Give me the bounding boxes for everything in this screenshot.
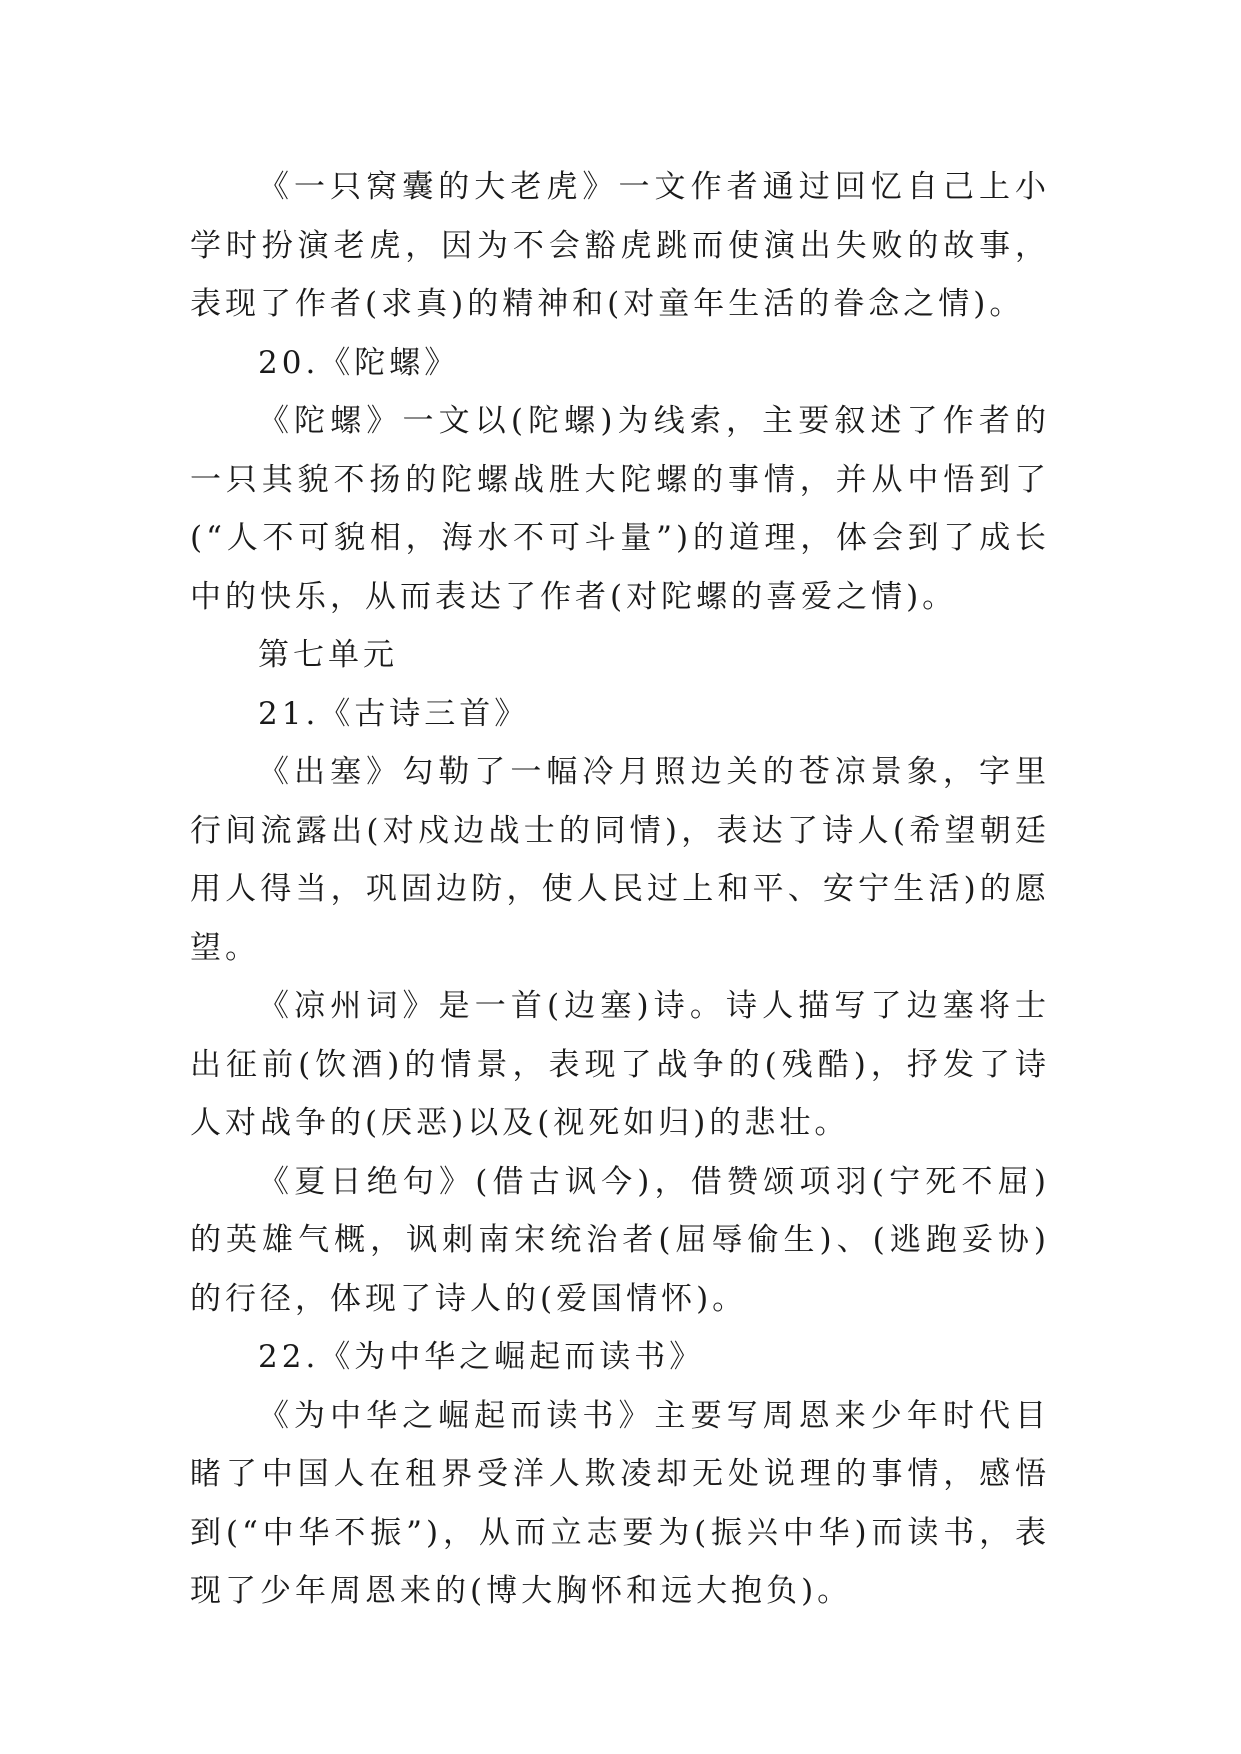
heading-lesson-20: 20.《陀螺》 bbox=[258, 344, 460, 381]
heading-unit-7: 第七单元 bbox=[258, 637, 398, 673]
paragraph-tiger-story: 《一只窝囊的大老虎》一文作者通过回忆自己上小学时扮演老虎，因为不会豁虎跳而使演出失败的故事，表现了作者(求真)的精神和(对童年生活的眷念之情)。 bbox=[190, 169, 1050, 322]
paragraph-chu-sai: 《出塞》勾勒了一幅冷月照边关的苍凉景象，字里行间流露出(对戍边战士的同情)，表达了诗人(希望朝廷用人得当，巩固边防，使人民过上和平、安宁生活)的愿望。 bbox=[190, 754, 1050, 966]
heading-lesson-22: 22.《为中华之崛起而读书》 bbox=[258, 1339, 705, 1375]
paragraph-xiari-jueju: 《夏日绝句》(借古讽今)，借赞颂项羽(宁死不屈)的英雄气概，讽刺南宋统治者(屈辱偷生)、(逃跑妥协)的行径，体现了诗人的(爱国情怀)。 bbox=[190, 1163, 1050, 1317]
paragraph-zhou-enlai: 《为中华之崛起而读书》主要写周恩来少年时代目睹了中国人在租界受洋人欺凌却无处说理的事情，感悟到(“中华不振”)，从而立志要为(振兴中华)而读书，表现了少年周恩来的(博大胸怀和远大抱负)。 bbox=[190, 1397, 1050, 1609]
paragraph-spinning-top: 《陀螺》一文以(陀螺)为线索，主要叙述了作者的一只其貌不扬的陀螺战胜大陀螺的事情，并从中悟到了(“人不可貌相，海水不可斗量”)的道理，体会到了成长中的快乐，从而表达了作者(对陀螺的喜爱之情)。 bbox=[190, 403, 1050, 615]
paragraph-liangzhou-ci: 《凉州词》是一首(边塞)诗。诗人描写了边塞将士出征前(饮酒)的情景，表现了战争的(残酷)，抒发了诗人对战争的(厌恶)以及(视死如归)的悲壮。 bbox=[190, 988, 1050, 1141]
document-body bbox=[190, 158, 1050, 1621]
heading-lesson-21: 21.《古诗三首》 bbox=[258, 695, 530, 732]
